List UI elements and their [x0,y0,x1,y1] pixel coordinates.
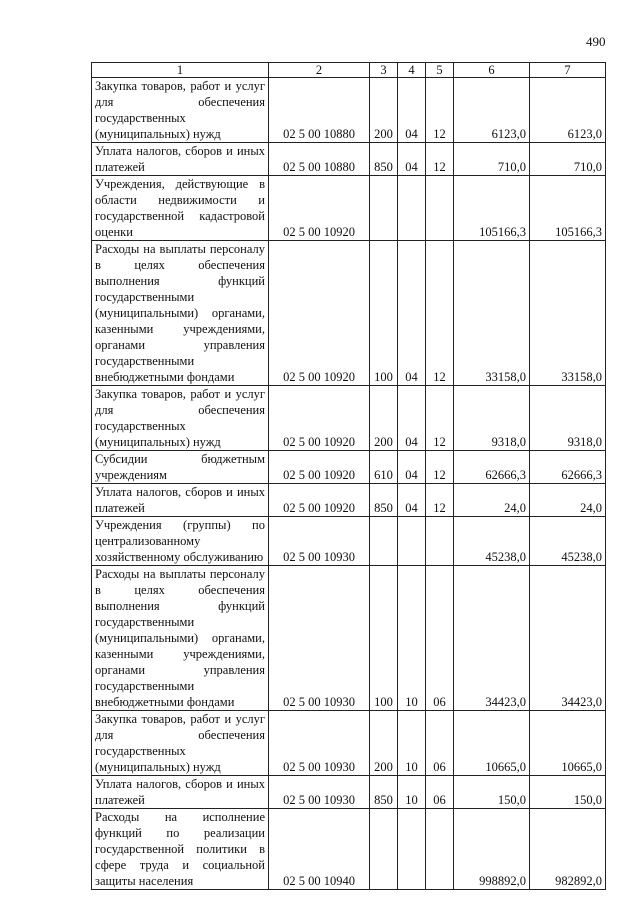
subsection: 06 [426,566,454,711]
target-code: 02 5 00 10880 [269,143,370,176]
section: 04 [398,386,426,451]
target-code: 02 5 00 10880 [269,78,370,143]
section: 04 [398,451,426,484]
amount-year2: 62666,3 [530,451,606,484]
amount-year2: 34423,0 [530,566,606,711]
subsection [426,176,454,241]
amount-year2: 45238,0 [530,517,606,566]
table-row [92,143,606,176]
subsection [426,809,454,890]
col-header: 2 [269,63,370,78]
amount-year2: 33158,0 [530,241,606,386]
amount-year1: 33158,0 [454,241,530,386]
table-row [92,484,606,517]
expense-type: 850 [370,776,398,809]
col-header: 3 [370,63,398,78]
table-row [92,241,606,386]
amount-year2: 24,0 [530,484,606,517]
col-header: 5 [426,63,454,78]
expense-name: Учреждения (группы) по централизованному хозяйственному обслуживанию [92,517,269,566]
subsection: 12 [426,143,454,176]
amount-year2: 105166,3 [530,176,606,241]
table-row [92,451,606,484]
header-row [92,63,606,78]
budget-table [91,62,606,890]
section: 10 [398,566,426,711]
amount-year1: 105166,3 [454,176,530,241]
target-code: 02 5 00 10920 [269,176,370,241]
target-code: 02 5 00 10920 [269,484,370,517]
amount-year1: 34423,0 [454,566,530,711]
subsection: 12 [426,451,454,484]
col-header: 4 [398,63,426,78]
target-code: 02 5 00 10920 [269,386,370,451]
amount-year1: 9318,0 [454,386,530,451]
col-header: 1 [92,63,269,78]
section [398,809,426,890]
subsection: 12 [426,484,454,517]
expense-type: 610 [370,451,398,484]
section: 04 [398,484,426,517]
amount-year2: 9318,0 [530,386,606,451]
section: 10 [398,711,426,776]
expense-name: Расходы на исполнение функций по реализации государственной политики в сфере труда и социальной защиты населения [92,809,269,890]
amount-year2: 10665,0 [530,711,606,776]
table-row [92,517,606,566]
amount-year1: 62666,3 [454,451,530,484]
table-row [92,566,606,711]
expense-name: Учреждения, действующие в области недвижимости и государственной кадастровой оценки [92,176,269,241]
table-row [92,386,606,451]
page-number: 490 [586,34,606,49]
subsection: 06 [426,711,454,776]
expense-type: 850 [370,484,398,517]
subsection: 06 [426,776,454,809]
section: 04 [398,241,426,386]
target-code: 02 5 00 10930 [269,711,370,776]
col-header: 6 [454,63,530,78]
expense-type: 100 [370,241,398,386]
subsection: 12 [426,386,454,451]
expense-type: 200 [370,386,398,451]
table-row [92,809,606,890]
amount-year1: 45238,0 [454,517,530,566]
amount-year1: 710,0 [454,143,530,176]
table-row [92,78,606,143]
amount-year1: 6123,0 [454,78,530,143]
expense-name: Закупка товаров, работ и услуг для обеспечения государственных (муниципальных) нужд [92,711,269,776]
target-code: 02 5 00 10930 [269,517,370,566]
expense-name: Расходы на выплаты персоналу в целях обеспечения выполнения функций государственными (муниципальными) органами, казенными учреждениями, органами управления государственными внебюджетными фондами [92,241,269,386]
expense-name: Закупка товаров, работ и услуг для обеспечения государственных (муниципальных) нужд [92,78,269,143]
expense-type: 850 [370,143,398,176]
section [398,517,426,566]
amount-year1: 24,0 [454,484,530,517]
subsection: 12 [426,78,454,143]
expense-name: Уплата налогов, сборов и иных платежей [92,776,269,809]
expense-type: 200 [370,78,398,143]
section [398,176,426,241]
amount-year1: 150,0 [454,776,530,809]
amount-year2: 150,0 [530,776,606,809]
target-code: 02 5 00 10920 [269,241,370,386]
target-code: 02 5 00 10920 [269,451,370,484]
expense-type [370,809,398,890]
amount-year2: 982892,0 [530,809,606,890]
expense-name: Закупка товаров, работ и услуг для обеспечения государственных (муниципальных) нужд [92,386,269,451]
expense-type: 100 [370,566,398,711]
expense-name: Уплата налогов, сборов и иных платежей [92,484,269,517]
table-row [92,776,606,809]
amount-year1: 998892,0 [454,809,530,890]
subsection: 12 [426,241,454,386]
expense-type [370,517,398,566]
amount-year2: 710,0 [530,143,606,176]
subsection [426,517,454,566]
expense-type: 200 [370,711,398,776]
table-row [92,176,606,241]
amount-year2: 6123,0 [530,78,606,143]
section: 10 [398,776,426,809]
amount-year1: 10665,0 [454,711,530,776]
section: 04 [398,143,426,176]
col-header: 7 [530,63,606,78]
target-code: 02 5 00 10940 [269,809,370,890]
expense-name: Уплата налогов, сборов и иных платежей [92,143,269,176]
target-code: 02 5 00 10930 [269,776,370,809]
table-row [92,711,606,776]
section: 04 [398,78,426,143]
expense-name: Субсидии бюджетным учреждениям [92,451,269,484]
target-code: 02 5 00 10930 [269,566,370,711]
expense-name: Расходы на выплаты персоналу в целях обеспечения выполнения функций государственными (муниципальными) органами, казенными учреждениями, органами управления государственными внебюджетными фондами [92,566,269,711]
expense-type [370,176,398,241]
